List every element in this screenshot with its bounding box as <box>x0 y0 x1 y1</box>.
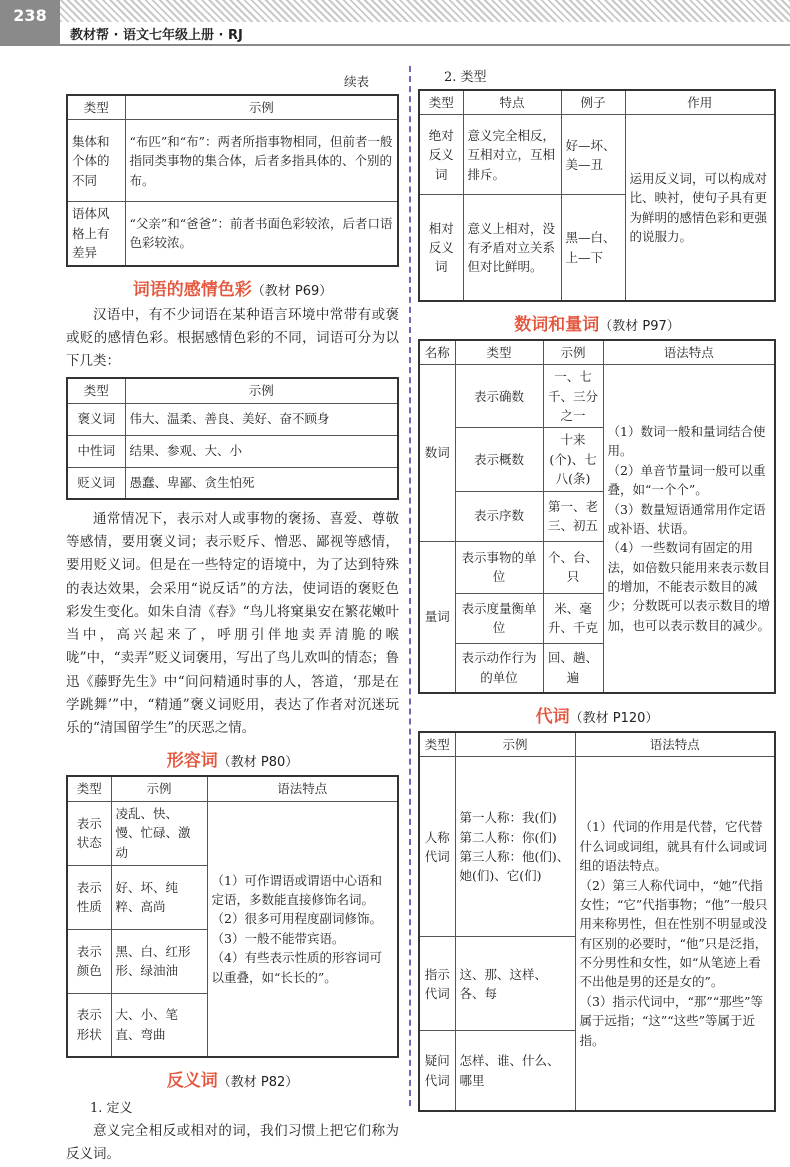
row-type: 表示形状 <box>67 993 111 1057</box>
row-type: 表示事物的单位 <box>455 541 543 593</box>
table-header: 类型 <box>419 732 455 757</box>
table-row <box>67 120 398 202</box>
section-heading-emotion <box>66 275 399 300</box>
section-heading-antonym <box>66 1066 399 1091</box>
book-title: 教材帮 · 语文七年级上册 · RJ <box>70 28 243 43</box>
row-example: 好、坏、纯粹、高尚 <box>111 865 207 929</box>
row-type: 语体风格上有差异 <box>67 202 125 266</box>
table-header: 语法特点 <box>603 340 775 365</box>
row-example: 第一、老三、初五 <box>543 491 603 541</box>
table-row <box>67 403 398 435</box>
table-header: 示例 <box>125 95 398 120</box>
table-row <box>67 801 398 865</box>
table-header: 类型 <box>419 90 463 115</box>
row-example: 这、那、这样、各、每 <box>455 937 575 1031</box>
row-example: 黑、白、红形形、绿油油 <box>111 929 207 993</box>
section-title: 数词和量词 <box>514 314 600 335</box>
row-type: 表示动作行为的单位 <box>455 643 543 693</box>
word-style-table <box>66 94 399 267</box>
emotion-paragraph: 通常情况下，表示对人或事物的褒扬、喜爱、尊敬等感情，要用褒义词；表示贬斥、憎恶、鄙视等感情，要用贬义词。但是在一些特定的语境中，为了达到特殊的表达效果，会采用“说反话”的方法，使词语的褒贬色彩发生变化。如朱自清《春》“鸟儿将窠巢安在繁花嫩叶当中，高兴起来了，呼朋引伴地卖弄清脆的喉咙”中，“卖弄”贬义词褒用，写出了鸟儿欢叫的情态；鲁迅《藤野先生》中“问问精通时事的人，答道，‘那是在学跳舞’”中，“精通”褒义词贬用，表达了作者对沉迷玩乐的“清国留学生”的厌恶之情。 <box>66 511 399 736</box>
section-heading-pronoun <box>418 702 776 727</box>
row-example: 十来(个)、七八(条) <box>543 428 603 491</box>
row-type: 表示序数 <box>455 491 543 541</box>
table-header: 特点 <box>463 90 561 115</box>
section-title: 反义词 <box>166 1071 218 1092</box>
row-example: 怎样、谁、什么、哪里 <box>455 1031 575 1111</box>
numeral-table <box>418 339 776 694</box>
header-stripes <box>60 0 790 22</box>
row-example: 好—坏、美—丑 <box>561 115 625 195</box>
row-feature: 意义完全相反，互相对立，互相排斥。 <box>463 115 561 195</box>
antonym-definition: 意义完全相反或相对的词，我们习惯上把它们称为反义词。 <box>66 1123 399 1163</box>
page-number: 238 <box>0 0 60 46</box>
table-header: 类型 <box>67 95 125 120</box>
emotion-intro: 汉语中，有不少词语在某种语言环境中常带有或褒或贬的感情色彩。根据感情色彩的不同，词语可分为以下几类： <box>66 306 399 369</box>
row-type: 人称代词 <box>419 757 455 937</box>
continued-label: 续表 <box>343 74 369 89</box>
table-row <box>419 115 775 195</box>
row-type: 相对反义词 <box>419 195 463 301</box>
table-header: 例子 <box>561 90 625 115</box>
row-type: 表示概数 <box>455 428 543 491</box>
row-example: 米、毫升、千克 <box>543 593 603 643</box>
row-example: 第一人称：我(们) 第二人称：你(们) 第三人称：他(们)、她(们)、它(们) <box>455 757 575 937</box>
table-header: 作用 <box>625 90 775 115</box>
table-header: 类型 <box>67 776 111 801</box>
table-row <box>67 435 398 467</box>
table-row <box>419 365 775 428</box>
row-type: 贬义词 <box>67 467 125 499</box>
row-feature: 意义上相对，没有矛盾对立关系但对比鲜明。 <box>463 195 561 301</box>
table-header: 名称 <box>419 340 455 365</box>
adjective-table <box>66 775 399 1058</box>
row-type: 表示状态 <box>67 801 111 865</box>
row-example: 伟大、温柔、善良、美好、奋不顾身 <box>125 403 398 435</box>
column-divider <box>409 66 411 1106</box>
header-rule <box>60 44 790 46</box>
row-type: 表示度量衡单位 <box>455 593 543 643</box>
row-example: 黑—白、上—下 <box>561 195 625 301</box>
antonym-effect: 运用反义词，可以构成对比、映衬，使句子具有更为鲜明的感情色彩和更强的说服力。 <box>625 115 775 301</box>
row-example: 结果、参观、大、小 <box>125 435 398 467</box>
section-ref: （教材 P82） <box>217 1075 299 1091</box>
definition-heading: 1. 定义 <box>90 1101 133 1117</box>
row-type: 指示代词 <box>419 937 455 1031</box>
row-type: 疑问代词 <box>419 1031 455 1111</box>
section-ref: （教材 P69） <box>251 283 333 299</box>
table-header: 语法特点 <box>207 776 398 801</box>
section-heading-numeral <box>418 310 776 335</box>
row-type: 绝对反义词 <box>419 115 463 195</box>
page-header <box>0 0 790 46</box>
pronoun-features: （1）代词的作用是代替，它代替什么词或词组，就具有什么词或词组的语法特点。 （2）第三人称代词中，“她”代指女性；“它”代指事物；“他”一般只用来称男性，但在性别不明显或没有区别的必要时，“他”只是泛指，不分男性和女性，如“从笔迹上看不出他是男的还是女的”。 （3）指示代词中，“那”“那些”等属于远指；“这”“这些”等属于近指。 <box>575 757 775 1111</box>
adjective-features: （1）可作谓语或谓语中心语和定语，多数能直接修饰名词。 （2）很多可用程度副词修饰。 （3）一般不能带宾语。 （4）有些表示性质的形容词可以重叠，如“长长的”。 <box>207 801 398 1057</box>
row-type: 表示性质 <box>67 865 111 929</box>
row-example: “父亲”和“爸爸”：前者书面色彩较浓，后者口语色彩较浓。 <box>125 202 398 266</box>
section-title: 代词 <box>535 707 570 727</box>
row-type: 表示确数 <box>455 365 543 428</box>
row-example: 一、七千、三分之一 <box>543 365 603 428</box>
section-ref: （教材 P120） <box>569 711 659 726</box>
section-title: 形容词 <box>166 751 218 772</box>
left-column <box>66 60 399 1167</box>
section-heading-adjective <box>66 746 399 771</box>
table-header: 类型 <box>455 340 543 365</box>
table-header: 示例 <box>455 732 575 757</box>
section-ref: （教材 P80） <box>217 755 299 771</box>
antonym-type-table <box>418 89 776 302</box>
numeral-features: （1）数词一般和量词结合使用。 （2）单音节量词一般可以重叠，如“一个个”。 （3）数量短语通常用作定语或补语、状语。 （4）一些数词有固定的用法，如倍数只能用来表示数目的增加，不能表示数目的减少；分数既可以表示数目的增加，也可以表示数目的减少。 <box>603 365 775 693</box>
row-example: 个、台、只 <box>543 541 603 593</box>
table-row <box>419 757 775 937</box>
table-header: 语法特点 <box>575 732 775 757</box>
table-header: 示例 <box>125 378 398 403</box>
right-column <box>418 60 776 1112</box>
row-example: 凌乱、快、慢、忙碌、激动 <box>111 801 207 865</box>
table-header: 示例 <box>111 776 207 801</box>
row-type: 集体和个体的不同 <box>67 120 125 202</box>
row-example: 回、趟、遍 <box>543 643 603 693</box>
table-row <box>67 467 398 499</box>
row-example: 愚蠢、卑鄙、贪生怕死 <box>125 467 398 499</box>
table-header: 示例 <box>543 340 603 365</box>
section-ref: （教材 P97） <box>599 318 680 334</box>
section-title: 词语的感情色彩 <box>132 279 252 300</box>
numeral-name: 数词 <box>419 365 455 541</box>
row-example: “布匹”和“布”：两者所指事物相同，但前者一般指同类事物的集合体，后者多指具体的、个别的布。 <box>125 120 398 202</box>
row-type: 表示颜色 <box>67 929 111 993</box>
pronoun-table <box>418 731 776 1112</box>
row-example: 大、小、笔直、弯曲 <box>111 993 207 1057</box>
table-header: 类型 <box>67 378 125 403</box>
row-type: 中性词 <box>67 435 125 467</box>
classifier-name: 量词 <box>419 541 455 693</box>
row-type: 褒义词 <box>67 403 125 435</box>
types-heading: 2. 类型 <box>444 70 487 85</box>
table-row <box>67 202 398 266</box>
emotion-table <box>66 377 399 500</box>
